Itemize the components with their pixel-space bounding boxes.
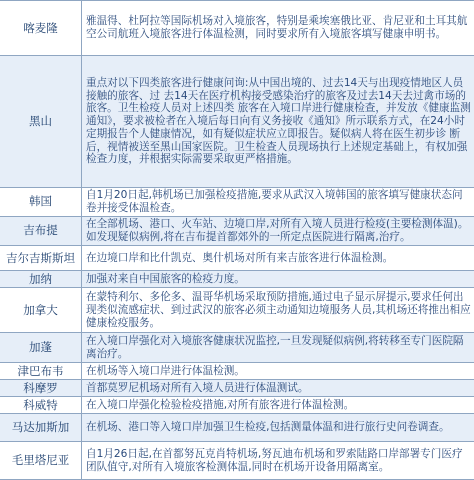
measure-cell [82,188,474,216]
country-cell: 黑山 [0,56,82,186]
measure-cell [82,363,474,379]
measure-cell [82,414,474,441]
country-cell: 加蓬 [0,333,82,362]
measure-cell [82,246,474,270]
table-row [0,442,474,480]
measure-text: 在边境口岸和比什凯克、奥什机场对所有来吉旅客进行体温检测。 [86,251,394,264]
measure-text: 在机场、港口等入境口岸加强卫生检疫,包括测量体温和进行旅行史问卷调查。 [86,421,450,434]
measure-text: 自1月26日起,在首都努瓦克肖特机场,努瓦迪布机场和罗索陆路口岸部署专门医疗团队值守,对所有入境旅客检测体温,同时在机场开设备用隔离室。 [86,447,463,473]
country-cell: 毛里塔尼亚 [0,442,82,479]
measure-cell [82,288,474,332]
table-row [0,414,474,442]
measure-cell [82,333,474,362]
table-row [0,288,474,333]
table-row [0,333,474,363]
table-row [0,246,474,271]
measure-cell [82,56,474,186]
country-cell: 科摩罗 [0,380,82,396]
country-cell: 吉布提 [0,217,82,245]
country-cell: 韩国 [0,188,82,216]
table-row [0,397,474,414]
measure-cell [82,442,474,479]
measure-text: 首都莫罗尼机场对所有入境人员进行体温测试。 [86,381,309,394]
country-cell: 吉尔吉斯斯坦 [0,246,82,270]
measure-text: 雅温得、杜阿拉等国际机场对入境旅客，特别是乘埃塞俄比亚、肯尼亚和土耳其航空公司航班入境旅客进行体温检测，同时要求所有入境旅客填写健康申明书。 [86,15,468,41]
country-cell: 加纳 [0,271,82,287]
table-row [0,363,474,380]
country-cell: 科威特 [0,397,82,413]
measure-cell [82,397,474,413]
measure-text: 在入境口岸强化检验检疫措施,对所有旅客进行体温检测。 [86,398,355,411]
measure-cell [82,380,474,396]
measure-text: 加强对来自中国旅客的检疫力度。 [86,272,245,285]
measure-cell [82,217,474,245]
measure-text: 在全部机场、港口、火车站、边境口岸,对所有入境人员进行检疫(主要检测体温)。如发现疑似病例,将在吉布提首都郊外的一所定点医院进行隔离,治疗。 [86,218,469,243]
measure-cell [82,1,474,55]
country-cell: 喀麦隆 [0,1,82,55]
measure-text: 自1月20日起,韩机场已加强检疫措施,要求从武汉入境韩国的旅客填写健康状态问卷并接受体温检查。 [86,189,463,214]
country-cell: 加拿大 [0,288,82,332]
country-cell: 马达加斯加 [0,414,82,441]
measure-text: 在入境口岸强化对入境旅客健康状况监控,一旦发现疑似病例,将转移至专门医院隔离治疗。 [86,335,464,360]
measure-text: 重点对以下四类旅客进行健康问询:从中国出境的、过去14天与出现疫情地区人员接触的旅客、过 去14天在医疗机构接受感染治疗的旅客及过去14天去过禽市场的旅客。卫生检疫人员对上述四类 旅客在入境口岸进行健康检查，并发放《健康监测通知》，要求被检者在入境后每日向有义务接收《通知》所示联系方式，在24小时定期报告个人健康情况，如有疑似症状应立即报告。疑似病人将在医生初步诊 断后，视情被送至黑山国家医院。卫生检查人员现场执行上述规定基础上，有权加强检查力度，并根据实际需要采取更严格措施。 [86,77,471,166]
table-row [0,56,474,187]
table-row [0,217,474,246]
table-row [0,1,474,56]
table-row [0,188,474,217]
table-row [0,271,474,288]
measure-cell [82,271,474,287]
country-cell: 津巴布韦 [0,363,82,379]
table-row [0,380,474,397]
measure-text: 在机场等入境口岸进行体温检测。 [86,365,245,377]
measure-text: 在蒙特利尔、多伦多、温哥华机场采取预防措施,通过电子显示屏提示,要求任何出现类似流感症状、到过武汉的旅客必须主动通知边境服务人员,其机场还将推出相应健康检疫服务。 [86,291,471,329]
